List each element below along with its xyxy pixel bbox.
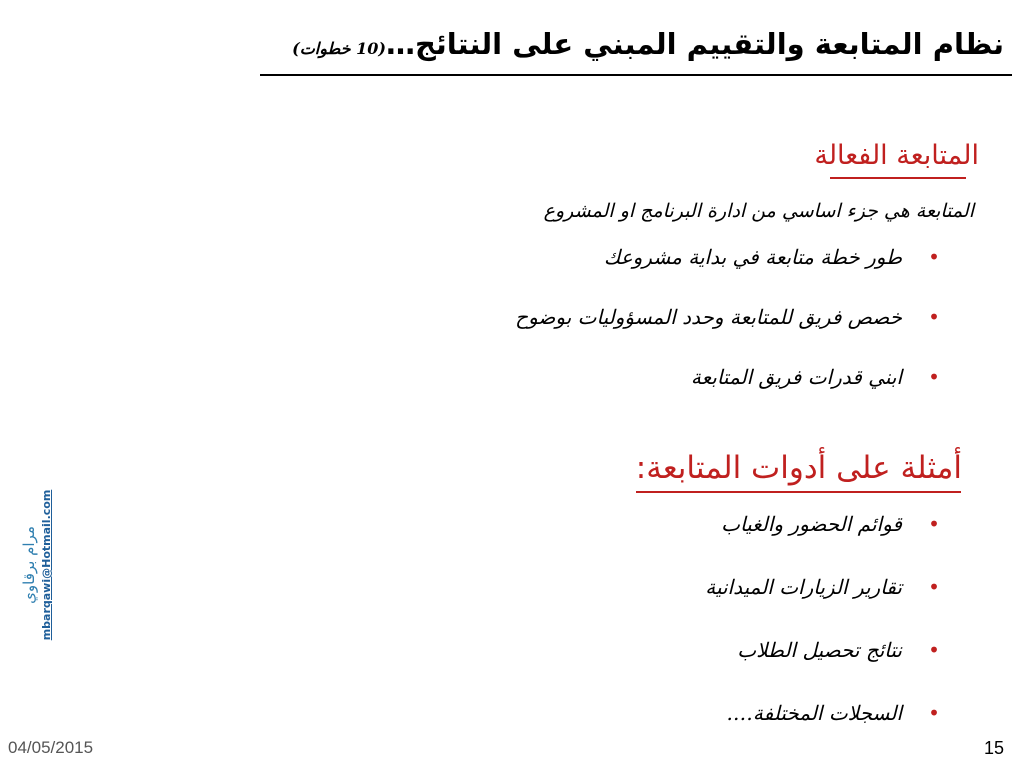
list-item	[264, 698, 944, 728]
author-credit	[12, 470, 62, 660]
list-item	[264, 242, 944, 272]
footer-date: 04/05/2015	[8, 738, 94, 757]
list-item-text: نتائج تحصيل الطلاب	[737, 638, 902, 662]
bullet-icon: •	[928, 365, 940, 389]
bullet-icon: •	[928, 701, 940, 725]
bullet-icon: •	[928, 575, 940, 599]
slide-title	[224, 22, 1004, 71]
list-item-text: قوائم الحضور والغياب	[721, 512, 902, 536]
section-heading-underline	[830, 177, 966, 179]
list-item-text: السجلات المختلفة….	[726, 701, 902, 725]
section-heading-underline	[636, 491, 961, 493]
list-item	[264, 302, 944, 332]
bullet-icon: •	[928, 638, 940, 662]
section-heading-effective-monitoring: المتابعة الفعالة	[814, 140, 979, 171]
title-underline	[260, 74, 1012, 76]
list-item	[264, 509, 944, 539]
slide-title-note: (10 خطوات)	[292, 39, 386, 58]
list-item-text: طور خطة متابعة في بداية مشروعك	[603, 245, 902, 269]
slide-title-text: نظام المتابعة والتقييم المبني على النتائج…	[385, 27, 1004, 61]
author-email-link[interactable]: mbarqawi@Hotmail.com	[40, 489, 53, 641]
monitoring-steps-list	[264, 242, 944, 422]
author-name: مرام برقاوي	[20, 526, 38, 604]
section-heading-monitoring-tools: أمثلة على أدوات المتابعة:	[635, 450, 962, 486]
list-item-text: تقارير الزيارات الميدانية	[705, 575, 902, 599]
list-item-text: ابني قدرات فريق المتابعة	[690, 365, 902, 389]
page-number: 15	[983, 738, 1004, 758]
list-item	[264, 572, 944, 602]
bullet-icon: •	[928, 512, 940, 536]
section-intro-text: المتابعة هي جزء اساسي من ادارة البرنامج او المشروع	[543, 200, 974, 222]
bullet-icon: •	[928, 245, 940, 269]
monitoring-tools-list	[264, 509, 944, 761]
bullet-icon: •	[928, 305, 940, 329]
list-item	[264, 635, 944, 665]
list-item	[264, 362, 944, 392]
list-item-text: خصص فريق للمتابعة وحدد المسؤوليات بوضوح	[515, 305, 902, 329]
